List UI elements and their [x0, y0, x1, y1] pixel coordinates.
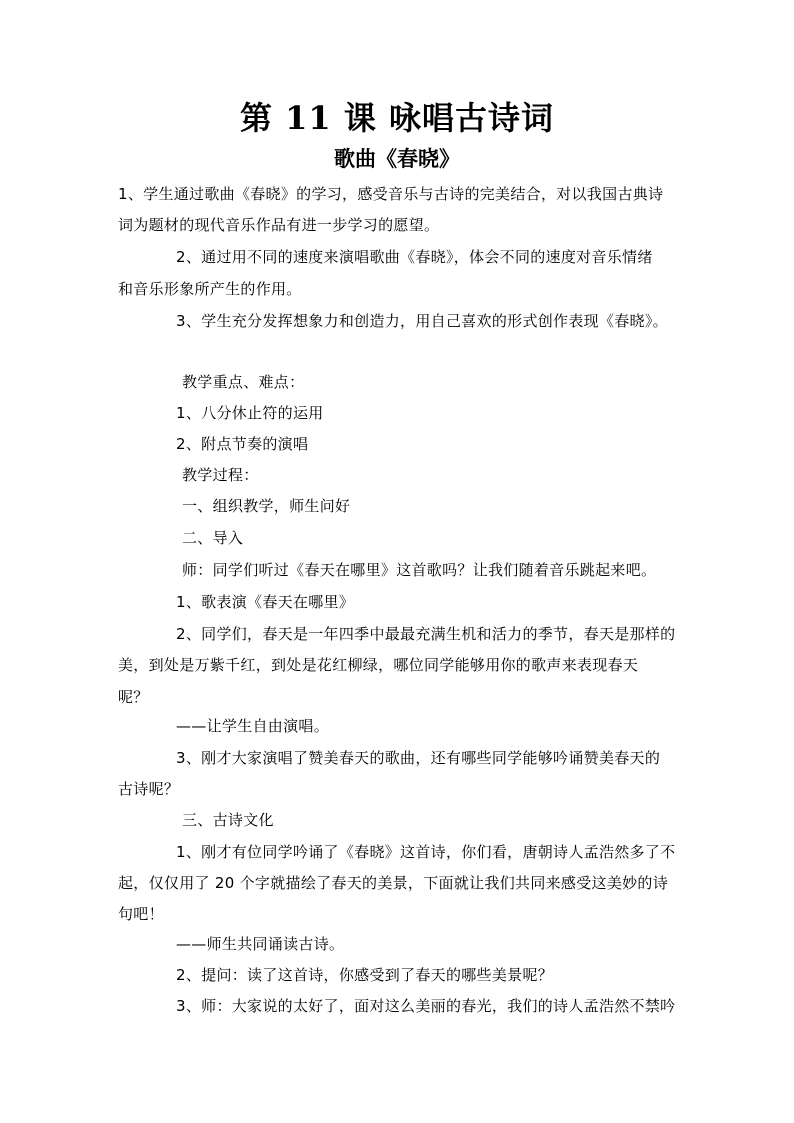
objective-2-line-2: 和音乐形象所产生的作用。	[118, 280, 302, 298]
step-3-line-1: 3、刚才大家演唱了赞美春天的歌曲，还有哪些同学能够吟诵赞美春天的	[176, 749, 661, 767]
step-2-line-1: 2、同学们，春天是一年四季中最最充满生机和活力的季节，春天是那样的	[176, 625, 676, 643]
free-singing-line: ——让学生自由演唱。	[176, 717, 330, 735]
key-point-1: 1、八分休止符的运用	[176, 404, 324, 422]
step-1-line: 1、歌表演《春天在哪里》	[176, 593, 355, 611]
step-2-line-2: 美，到处是万紫千红，到处是花红柳绿，哪位同学能够用你的歌声来表现春天	[118, 656, 639, 674]
objective-1-line-1: 1、学生通过歌曲《春晓》的学习，感受音乐与古诗的完美结合，对以我国古典诗	[118, 185, 664, 203]
objective-1-line-2: 词为题材的现代音乐作品有进一步学习的愿望。	[118, 216, 440, 234]
teacher-intro-line: 师：同学们听过《春天在哪里》这首歌吗？让我们随着音乐跳起来吧。	[182, 561, 657, 579]
poem-line-3: 句吧！	[118, 905, 164, 923]
poem-line-2: 起，仅仅用了 20 个字就描绘了春天的美景，下面就让我们共同来感受这美妙的诗	[118, 874, 669, 892]
key-point-2: 2、附点节奏的演唱	[176, 435, 309, 453]
recite-line: ——师生共同诵读古诗。	[176, 935, 345, 953]
question-line: 2、提问：读了这首诗，你感受到了春天的哪些美景呢？	[176, 966, 554, 984]
section-3-heading: 三、古诗文化	[182, 811, 274, 829]
key-points-heading: 教学重点、难点：	[182, 373, 305, 391]
process-heading: 教学过程：	[182, 466, 259, 484]
teacher-line: 3、师：大家说的太好了，面对这么美丽的春光，我们的诗人孟浩然不禁吟	[176, 997, 676, 1015]
section-1-heading: 一、组织教学，师生问好	[182, 497, 351, 515]
objective-3-line: 3、学生充分发挥想象力和创造力，用自己喜欢的形式创作表现《春晓》。	[176, 312, 668, 330]
objective-2-line-1: 2、通过用不同的速度来演唱歌曲《春晓》，体会不同的速度对音乐情绪	[176, 248, 653, 266]
page-subtitle: 歌曲《春晓》	[334, 146, 460, 171]
poem-line-1: 1、刚才有位同学吟诵了《春晓》这首诗，你们看，唐朝诗人孟浩然多了不	[176, 843, 676, 861]
page-title: 第 11 课 咏唱古诗词	[240, 99, 554, 137]
section-2-heading: 二、导入	[182, 529, 244, 547]
step-2-line-3: 呢？	[118, 688, 149, 706]
step-3-line-2: 古诗呢？	[118, 780, 180, 798]
